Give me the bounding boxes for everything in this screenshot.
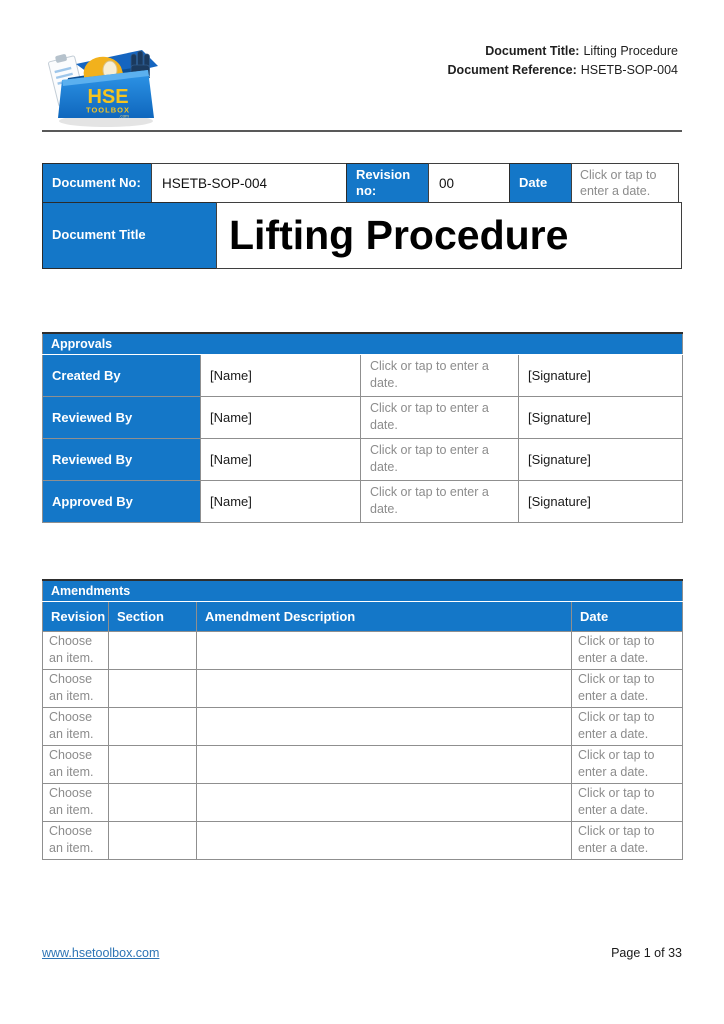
- doc-no-label: Document No:: [42, 163, 152, 203]
- revision-dropdown[interactable]: Choose an item.: [43, 669, 109, 707]
- doc-no-value: HSETB-SOP-004: [151, 163, 347, 203]
- revision-dropdown[interactable]: Choose an item.: [43, 745, 109, 783]
- description-cell[interactable]: [197, 669, 572, 707]
- approval-date-picker[interactable]: Click or tap to enter a date.: [361, 480, 519, 522]
- table-row: [43, 783, 683, 821]
- header-doc-ref-line: [448, 61, 678, 80]
- document-info-table: [42, 163, 682, 269]
- approval-name-field[interactable]: [Name]: [201, 438, 361, 480]
- amendment-date-picker[interactable]: Click or tap to enter a date.: [572, 783, 683, 821]
- table-row: [43, 707, 683, 745]
- approval-role: Reviewed By: [43, 396, 201, 438]
- table-row: [43, 669, 683, 707]
- amendments-header-row: [43, 601, 683, 631]
- logo-com-text: .com: [119, 113, 129, 119]
- website-link[interactable]: www.hsetoolbox.com: [42, 946, 160, 960]
- section-cell[interactable]: [109, 669, 197, 707]
- date-picker-placeholder[interactable]: Click or tap to enter a date.: [571, 163, 679, 203]
- description-cell[interactable]: [197, 631, 572, 669]
- date-label: Date: [509, 163, 572, 203]
- table-row: [43, 821, 683, 859]
- document-title-value: Lifting Procedure: [216, 202, 682, 269]
- revision-dropdown[interactable]: Choose an item.: [43, 631, 109, 669]
- header-doc-title-line: [448, 42, 678, 61]
- revision-dropdown[interactable]: Choose an item.: [43, 783, 109, 821]
- table-row: [43, 480, 683, 522]
- approval-date-picker[interactable]: Click or tap to enter a date.: [361, 396, 519, 438]
- revision-dropdown[interactable]: Choose an item.: [43, 821, 109, 859]
- amendment-date-picker[interactable]: Click or tap to enter a date.: [572, 669, 683, 707]
- approvals-table: [42, 332, 683, 523]
- approval-name-field[interactable]: [Name]: [201, 396, 361, 438]
- col-header-date: Date: [572, 601, 683, 631]
- header-doc-title-label: Document Title:: [485, 44, 580, 58]
- col-header-section: Section: [109, 601, 197, 631]
- description-cell[interactable]: [197, 707, 572, 745]
- col-header-description: Amendment Description: [197, 601, 572, 631]
- section-cell[interactable]: [109, 783, 197, 821]
- table-row: [43, 396, 683, 438]
- table-row: [43, 438, 683, 480]
- document-title-label: Document Title: [42, 202, 217, 269]
- amendments-section-title: Amendments: [43, 580, 683, 601]
- revision-dropdown[interactable]: Choose an item.: [43, 707, 109, 745]
- table-row: [43, 354, 683, 396]
- table-row: [43, 745, 683, 783]
- description-cell[interactable]: [197, 783, 572, 821]
- logo-hse-text: HSE: [87, 86, 129, 108]
- approval-role: Approved By: [43, 480, 201, 522]
- approval-signature-field[interactable]: [Signature]: [519, 396, 683, 438]
- approval-date-picker[interactable]: Click or tap to enter a date.: [361, 438, 519, 480]
- approval-signature-field[interactable]: [Signature]: [519, 354, 683, 396]
- revision-label: Revision no:: [346, 163, 429, 203]
- amendments-table: [42, 579, 683, 860]
- section-cell[interactable]: [109, 631, 197, 669]
- approval-name-field[interactable]: [Name]: [201, 480, 361, 522]
- col-header-revision: Revision: [43, 601, 109, 631]
- logo-toolbox-text: TOOLBOX: [86, 105, 130, 115]
- hse-toolbox-logo: [44, 36, 174, 130]
- description-cell[interactable]: [197, 745, 572, 783]
- header-meta: [448, 42, 678, 80]
- approval-role: Reviewed By: [43, 438, 201, 480]
- amendment-date-picker[interactable]: Click or tap to enter a date.: [572, 821, 683, 859]
- amendment-date-picker[interactable]: Click or tap to enter a date.: [572, 707, 683, 745]
- header-doc-ref-value: HSETB-SOP-004: [580, 63, 678, 77]
- section-cell[interactable]: [109, 707, 197, 745]
- amendment-date-picker[interactable]: Click or tap to enter a date.: [572, 745, 683, 783]
- approval-signature-field[interactable]: [Signature]: [519, 438, 683, 480]
- approval-name-field[interactable]: [Name]: [201, 354, 361, 396]
- description-cell[interactable]: [197, 821, 572, 859]
- approval-signature-field[interactable]: [Signature]: [519, 480, 683, 522]
- page-footer: [42, 946, 682, 960]
- page-number: Page 1 of 33: [611, 946, 682, 960]
- approvals-section-title: Approvals: [43, 333, 683, 354]
- approval-role: Created By: [43, 354, 201, 396]
- table-row: [43, 631, 683, 669]
- amendment-date-picker[interactable]: Click or tap to enter a date.: [572, 631, 683, 669]
- section-cell[interactable]: [109, 745, 197, 783]
- header-divider: [42, 130, 682, 132]
- header-doc-ref-label: Document Reference:: [447, 63, 577, 77]
- section-cell[interactable]: [109, 821, 197, 859]
- revision-value: 00: [428, 163, 510, 203]
- header-doc-title-value: Lifting Procedure: [583, 44, 678, 58]
- approval-date-picker[interactable]: Click or tap to enter a date.: [361, 354, 519, 396]
